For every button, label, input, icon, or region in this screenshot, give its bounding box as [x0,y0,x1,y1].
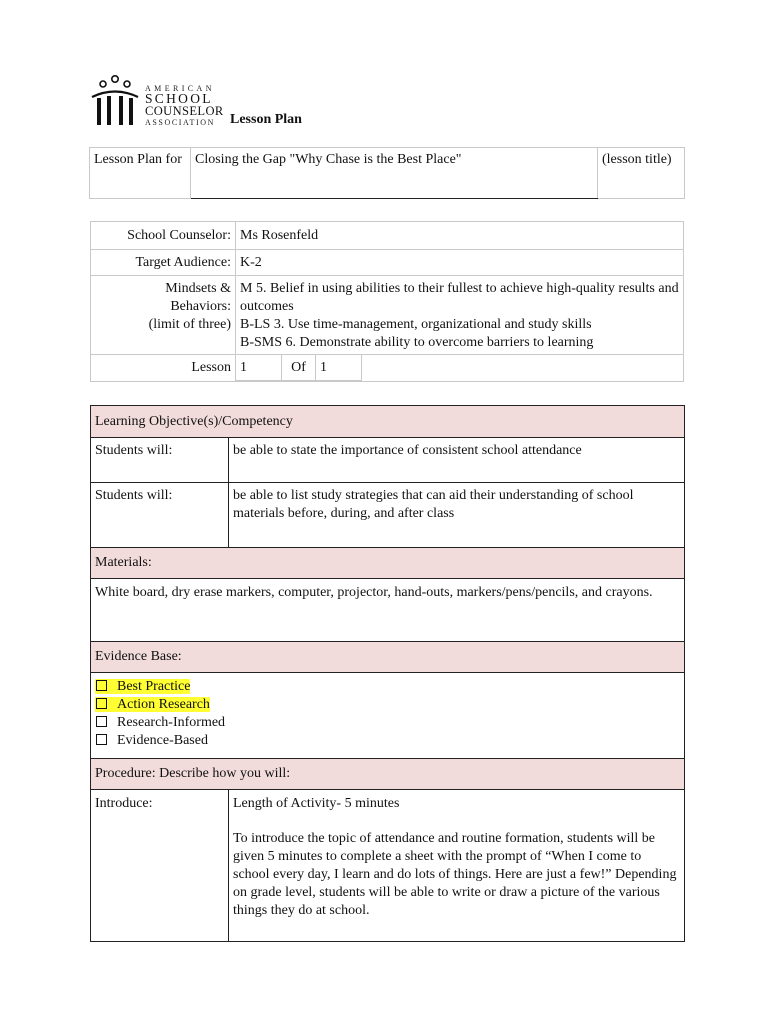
asca-columns-icon [90,74,140,130]
materials-header: Materials: [91,548,685,579]
objective-text: be able to state the importance of consistent school attendance [229,438,685,483]
evidence-option-label: Action Research [117,697,210,712]
mindsets-label-line: Behaviors: [170,299,231,314]
mindset-item: B-SMS 6. Demonstrate ability to overcome barriers to learning [240,335,594,350]
lesson-title-value: Closing the Gap "Why Chase is the Best Place" [191,148,598,199]
lesson-title-suffix: (lesson title) [598,148,685,199]
evidence-option-action-research[interactable] [95,696,680,714]
objective-label: Students will: [91,483,229,548]
lesson-details-table [90,405,685,942]
introduce-label: Introduce: [91,790,229,942]
logo-text-association: ASSOCIATION [145,118,216,127]
objective-label: Students will: [91,438,229,483]
mindsets-list [236,276,684,355]
evidence-option-label: Best Practice [117,679,191,694]
evidence-option-label: Research-Informed [117,715,226,730]
evidence-option-label: Evidence-Based [117,733,208,748]
introduce-text: To introduce the topic of attendance and routine formation, students will be given 5 minutes to complete a sheet with the prompt of “When I come to school every day, I learn and do lots of things. Here are just a few!” Depending on grade level, students will be able to write or draw a picture of the various things they do at school. [233,831,677,918]
lesson-count-row [236,355,362,381]
mindsets-label-line: (limit of three) [148,317,231,332]
lesson-count-cell [236,355,684,382]
evidence-option-best-practice[interactable] [95,678,680,696]
objectives-header: Learning Objective(s)/Competency [91,406,685,438]
logo-text-school: SCHOOL [145,91,213,106]
lesson-label: Lesson [91,355,236,382]
audience-label: Target Audience: [91,250,236,276]
introduce-content [229,790,685,942]
lesson-plan-for-label: Lesson Plan for [90,148,191,199]
evidence-option-evidence-based[interactable] [95,732,680,750]
counselor-label: School Counselor: [91,222,236,250]
evidence-options [91,673,685,759]
of-label: Of [282,355,316,381]
mindsets-label [91,276,236,355]
lesson-number: 1 [236,355,282,381]
materials-text: White board, dry erase markers, computer, projector, hand-outs, markers/pens/pencils, and crayons. [91,579,685,642]
page-title: Lesson Plan [230,112,302,127]
mindsets-label-line: Mindsets & [165,281,231,296]
counselor-value: Ms Rosenfeld [236,222,684,250]
logo-text-counselor: COUNSELOR [145,104,224,118]
audience-value: K-2 [236,250,684,276]
activity-length: Length of Activity- 5 minutes [233,796,400,811]
evidence-header: Evidence Base: [91,642,685,673]
checkbox-icon[interactable] [96,734,107,745]
mindset-item: M 5. Belief in using abilities to their fullest to achieve high-quality results and outcomes [240,281,679,314]
of-number: 1 [316,355,362,381]
counselor-info-table [90,221,684,382]
checkbox-icon[interactable] [96,698,107,709]
mindset-item: B-LS 3. Use time-management, organizational and study skills [240,317,592,332]
evidence-option-research-informed[interactable] [95,714,680,732]
objective-text: be able to list study strategies that can aid their understanding of school materials before, during, and after class [229,483,685,548]
procedure-header: Procedure: Describe how you will: [91,759,685,790]
lesson-plan-for-table [89,147,685,199]
checkbox-icon[interactable] [96,716,107,727]
checkbox-icon[interactable] [96,680,107,691]
logo-text-american: AMERICAN [145,84,215,93]
